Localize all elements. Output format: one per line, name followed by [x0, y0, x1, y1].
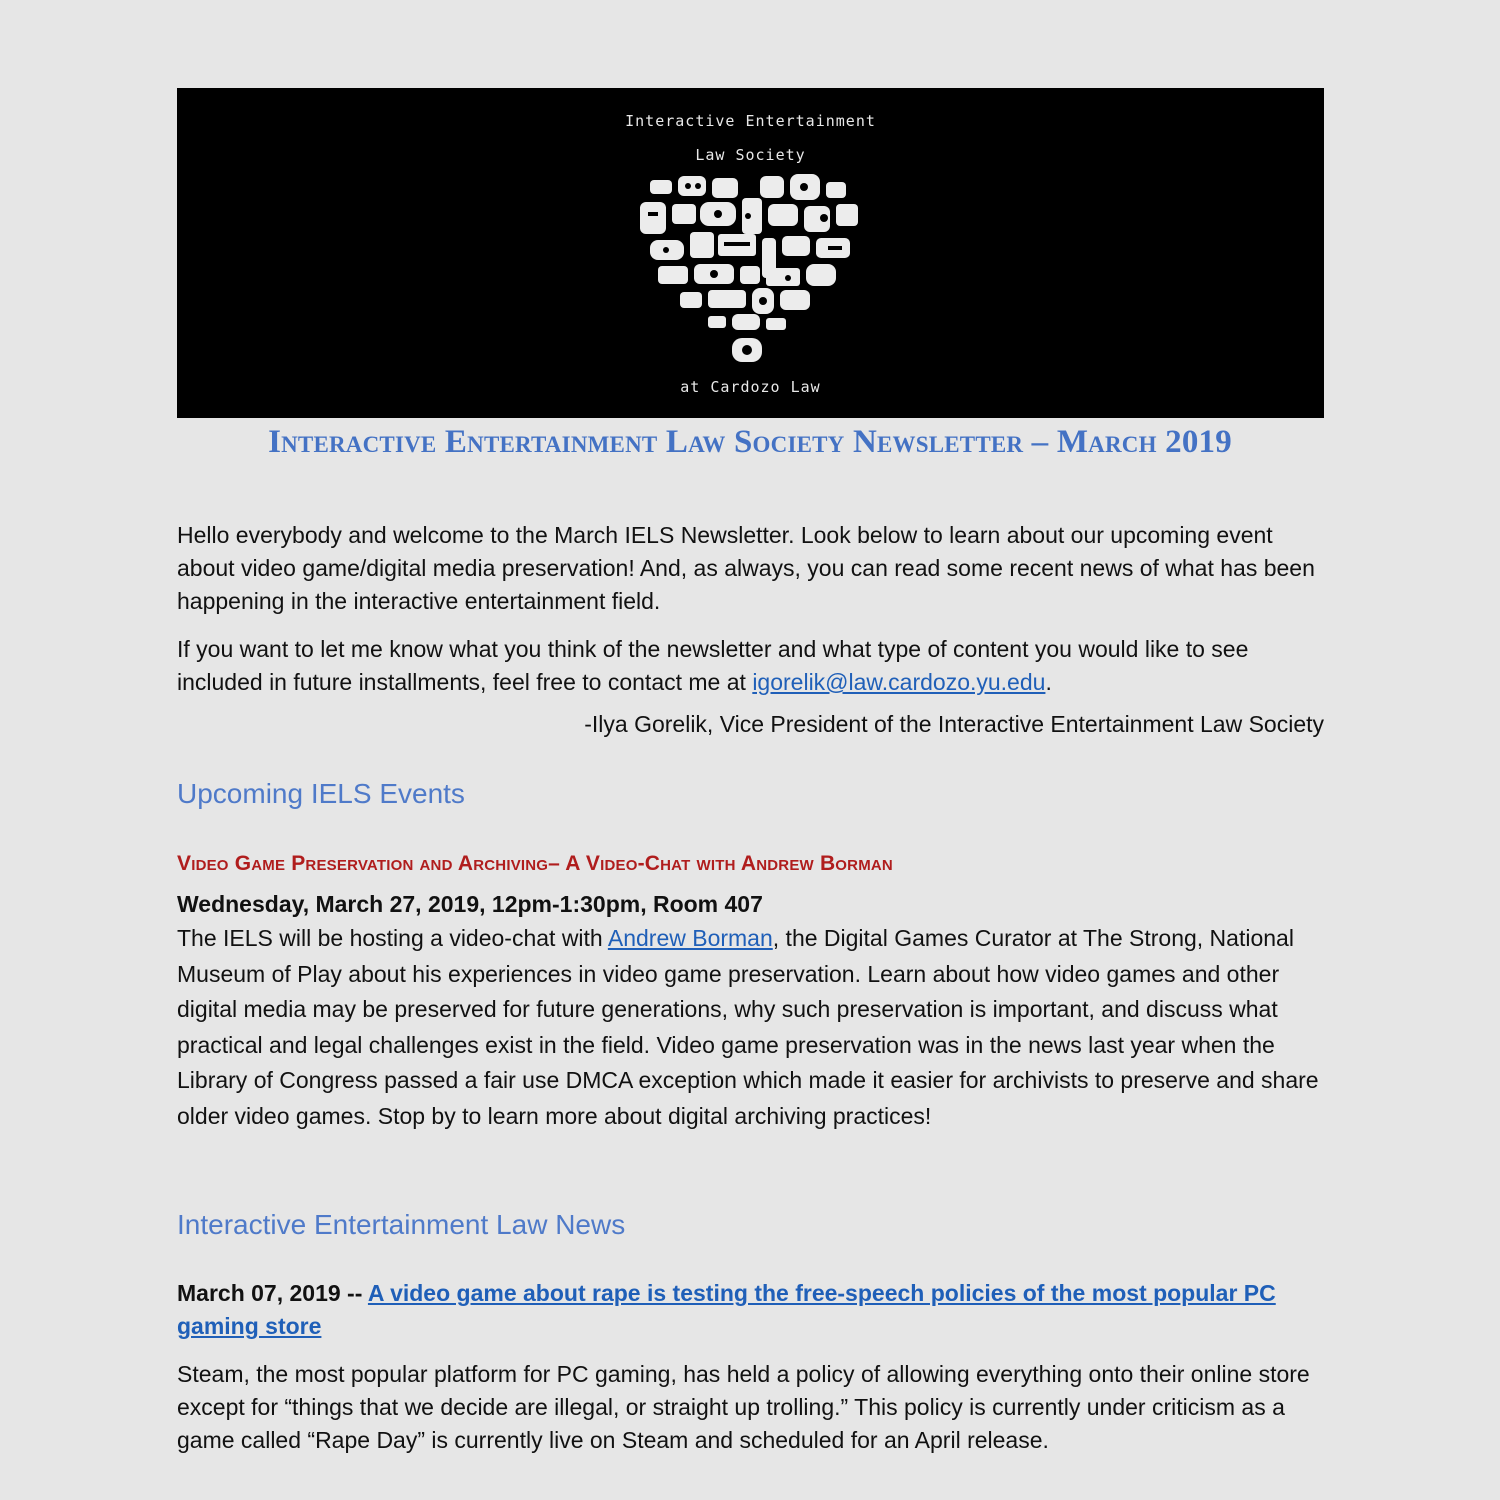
newsletter-title: Interactive Entertainment Law Society Newsletter – March 2019: [268, 424, 1232, 460]
news-item-date: March 07, 2019 --: [177, 1280, 368, 1306]
banner-line-3: at Cardozo Law: [680, 378, 821, 396]
andrew-borman-link[interactable]: Andrew Borman: [607, 925, 773, 951]
controller-heart-logo: [628, 168, 872, 368]
banner-line-1: Interactive Entertainment: [625, 112, 876, 130]
email-link[interactable]: igorelik@law.cardozo.yu.edu: [752, 669, 1046, 695]
banner-line-2: Law Society: [695, 146, 806, 164]
upcoming-events-heading: Upcoming IELS Events: [177, 778, 465, 809]
contact-text: If you want to let me know what you think of the newsletter and what type of content you would like to see included in future installments, feel free to contact me at: [177, 636, 1249, 695]
contact-period: .: [1045, 669, 1052, 695]
event-text-rest: , the Digital Games Curator at The Strong, National Museum of Play about his experiences in video game preservation. Learn about how video games and other digital media may be preserved for future generations, why such preservation is important, and discuss what practical and legal challenges exist in the field. Video game preservation was in the news last year when the Library of Congress passed a fair use DMCA exception which made it easier for archivists to preserve and share older video games. Stop by to learn more about digital archiving practices!: [177, 925, 1319, 1129]
event-title: Video Game Preservation and Archiving– A Video-Chat with Andrew Borman: [177, 852, 893, 875]
intro-paragraph: Hello everybody and welcome to the March IELS Newsletter. Look below to learn about our upcoming event about video game/digital media preservation! And, as always, you can read some recent news of what has been happening in the interactive entertainment field.: [177, 522, 1315, 614]
contact-paragraph: [177, 633, 1327, 699]
news-article-link[interactable]: A video game about rape is testing the free-speech policies of the most popular PC gaming store: [177, 1280, 1276, 1339]
event-description: [177, 921, 1327, 1135]
news-item-headline: [177, 1277, 1327, 1343]
event-date: Wednesday, March 27, 2019, 12pm-1:30pm, Room 407: [177, 891, 763, 917]
news-item-summary: Steam, the most popular platform for PC gaming, has held a policy of allowing everything onto their online store except for “things that we decide are illegal, or straight up trolling.” This policy is currently under criticism as a game called “Rape Day” is currently live on Steam and scheduled for an April release.: [177, 1361, 1310, 1453]
signature: -Ilya Gorelik, Vice President of the Interactive Entertainment Law Society: [584, 711, 1324, 737]
law-news-heading: Interactive Entertainment Law News: [177, 1209, 626, 1240]
event-text-start: The IELS will be hosting a video-chat with: [177, 925, 608, 951]
